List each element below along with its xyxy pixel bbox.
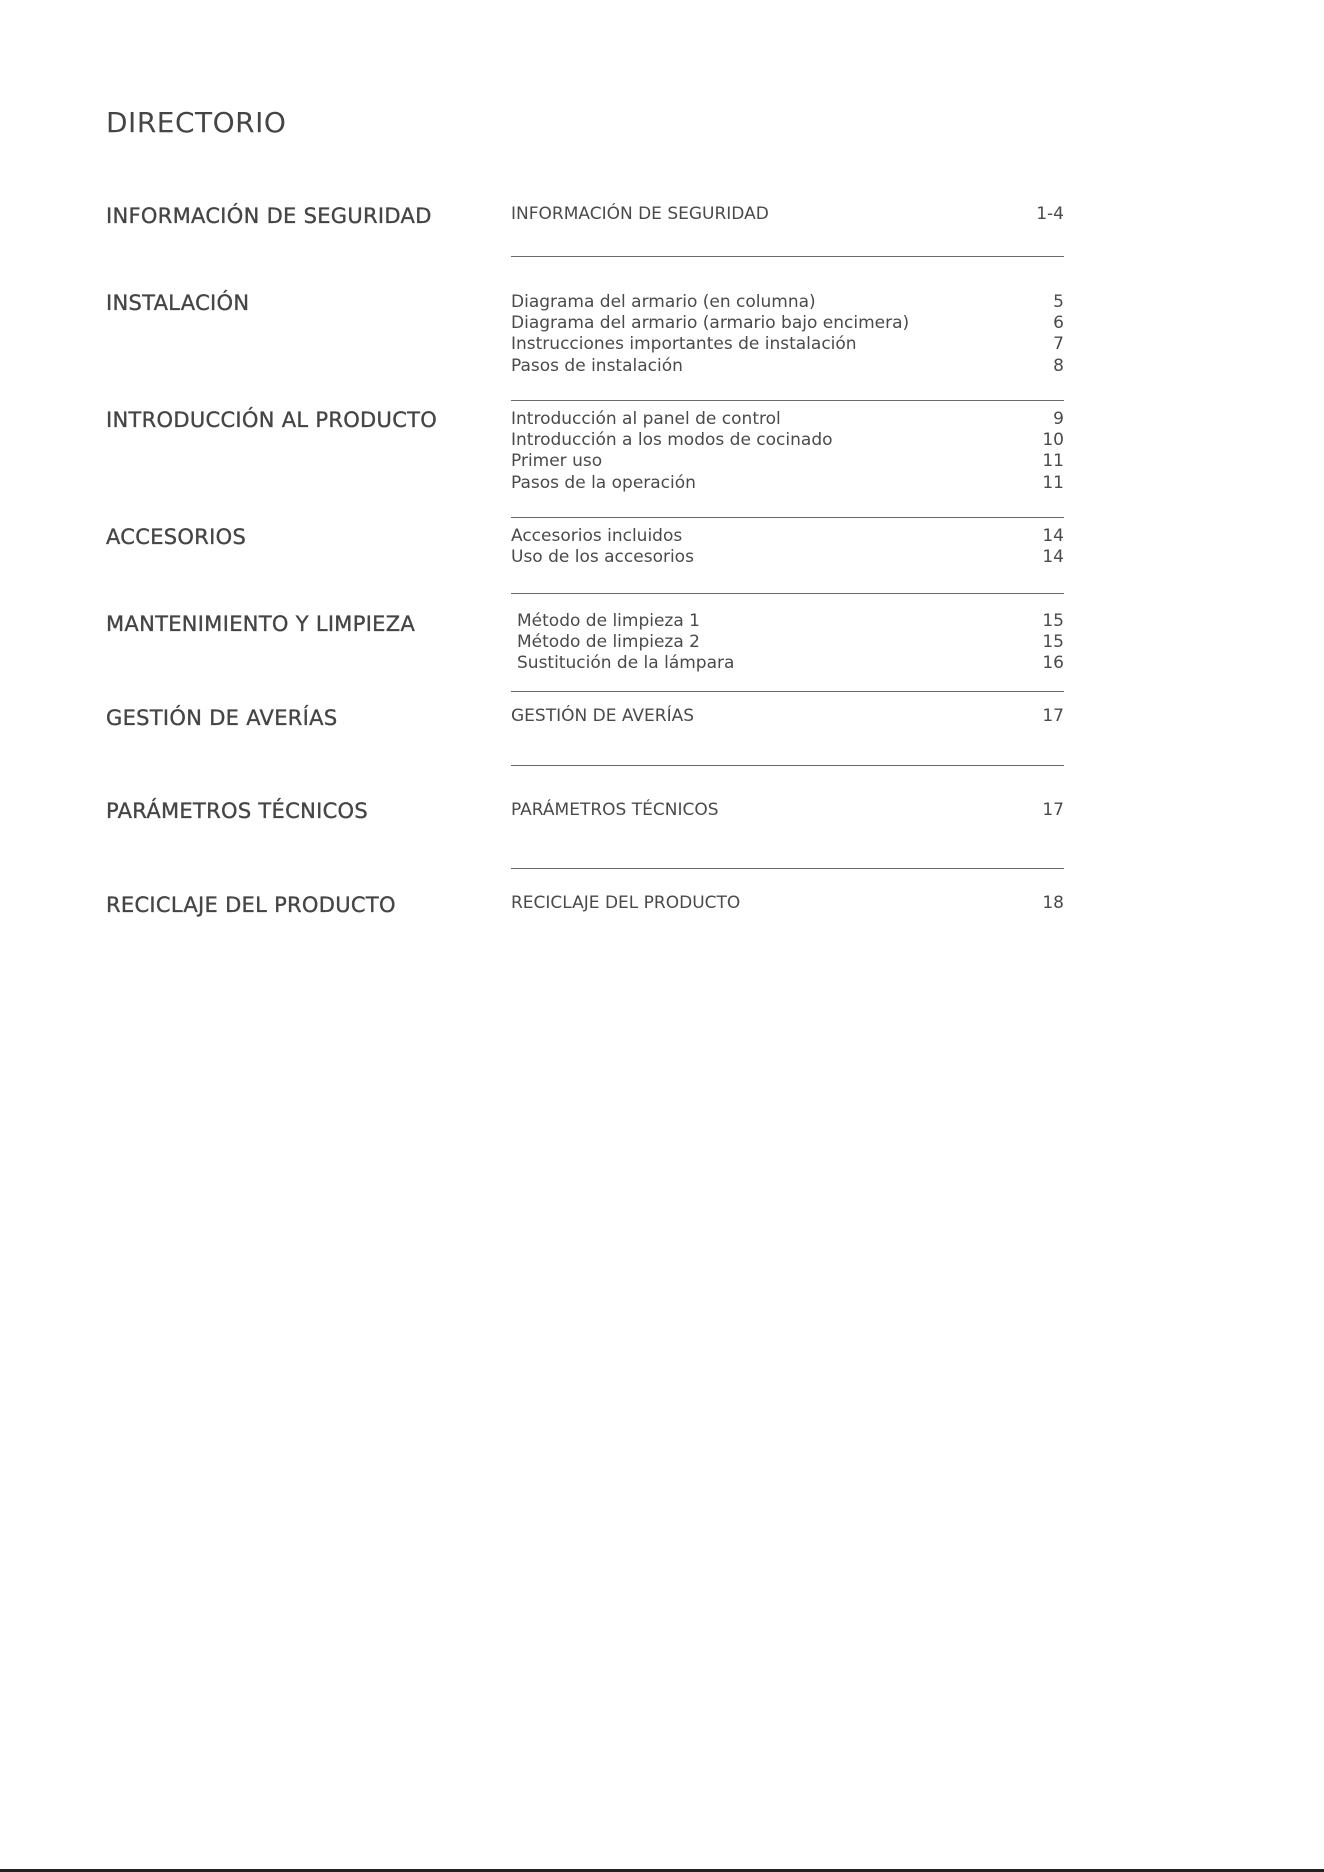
- toc-entry-label: Pasos de la operación: [511, 472, 696, 493]
- toc-entry[interactable]: [511, 203, 1064, 224]
- toc-list: [511, 408, 1064, 493]
- toc-entry[interactable]: [511, 429, 1064, 450]
- toc-entry-label: Instrucciones importantes de instalación: [511, 334, 857, 355]
- toc-entry-label: Diagrama del armario (en columna): [511, 291, 816, 312]
- toc-entry-label: Método de limpieza 2: [517, 631, 700, 652]
- toc-entry-label: RECICLAJE DEL PRODUCTO: [511, 892, 741, 913]
- section-divider: [511, 765, 1064, 766]
- toc-entry-page: 17: [1042, 799, 1064, 820]
- toc-entry-page: 14: [1042, 525, 1064, 546]
- section-title: RECICLAJE DEL PRODUCTO: [106, 893, 396, 917]
- toc-entry-label: Método de limpieza 1: [517, 610, 700, 631]
- toc-entry[interactable]: [511, 610, 1064, 631]
- toc-list: [511, 799, 1064, 820]
- section-title: INFORMACIÓN DE SEGURIDAD: [106, 204, 432, 228]
- section-divider: [511, 400, 1064, 401]
- toc-entry[interactable]: [511, 472, 1064, 493]
- toc-entry-label: Uso de los accesorios: [511, 546, 694, 567]
- section-title: PARÁMETROS TÉCNICOS: [106, 799, 369, 823]
- toc-entry-page: 15: [1042, 610, 1064, 631]
- toc-entry-page: 16: [1042, 653, 1064, 674]
- toc-entry[interactable]: [511, 653, 1064, 674]
- section-divider: [511, 517, 1064, 518]
- toc-entry[interactable]: [511, 525, 1064, 546]
- toc-entry[interactable]: [511, 312, 1064, 333]
- toc-entry-label: PARÁMETROS TÉCNICOS: [511, 799, 719, 820]
- section-title: ACCESORIOS: [106, 525, 247, 549]
- toc-entry-label: Introducción al panel de control: [511, 408, 781, 429]
- toc-list: [511, 203, 1064, 224]
- toc-entry-page: 18: [1042, 892, 1064, 913]
- toc-entry[interactable]: [511, 355, 1064, 376]
- toc-entry-label: Pasos de instalación: [511, 355, 683, 376]
- page-title: DIRECTORIO: [106, 106, 287, 139]
- section-divider: [511, 868, 1064, 869]
- toc-entry[interactable]: [511, 334, 1064, 355]
- toc-list: [511, 291, 1064, 376]
- section-title: MANTENIMIENTO Y LIMPIEZA: [106, 612, 416, 636]
- toc-entry-label: Accesorios incluidos: [511, 525, 683, 546]
- toc-entry-page: 8: [1053, 355, 1064, 376]
- toc-entry-label: INFORMACIÓN DE SEGURIDAD: [511, 203, 769, 224]
- toc-entry-label: GESTIÓN DE AVERÍAS: [511, 705, 694, 726]
- section-divider: [511, 691, 1064, 692]
- toc-entry-page: 17: [1042, 705, 1064, 726]
- toc-entry-label: Diagrama del armario (armario bajo encimera): [511, 312, 910, 333]
- toc-entry[interactable]: [511, 291, 1064, 312]
- toc-entry-page: 9: [1053, 408, 1064, 429]
- toc-entry-page: 10: [1042, 429, 1064, 450]
- toc-entry[interactable]: [511, 705, 1064, 726]
- toc-entry[interactable]: [511, 408, 1064, 429]
- toc-list: [511, 610, 1064, 674]
- toc-entry-page: 11: [1042, 472, 1064, 493]
- toc-entry-label: Sustitución de la lámpara: [517, 653, 735, 674]
- toc-entry-page: 7: [1053, 334, 1064, 355]
- toc-entry-page: 15: [1042, 631, 1064, 652]
- section-divider: [511, 256, 1064, 257]
- toc-entry[interactable]: [511, 892, 1064, 913]
- toc-entry-page: 6: [1053, 312, 1064, 333]
- toc-entry-label: Primer uso: [511, 451, 603, 472]
- toc-list: [511, 525, 1064, 568]
- toc-entry[interactable]: [511, 799, 1064, 820]
- section-divider: [511, 593, 1064, 594]
- section-title: GESTIÓN DE AVERÍAS: [106, 706, 338, 730]
- toc-entry-page: 5: [1053, 291, 1064, 312]
- section-title: INTRODUCCIÓN AL PRODUCTO: [106, 408, 438, 432]
- toc-entry-page: 11: [1042, 451, 1064, 472]
- toc-entry-label: Introducción a los modos de cocinado: [511, 429, 833, 450]
- toc-entry-page: 14: [1042, 546, 1064, 567]
- toc-entry-page: 1-4: [1036, 203, 1064, 224]
- toc-entry[interactable]: [511, 631, 1064, 652]
- toc-list: [511, 892, 1064, 913]
- toc-entry[interactable]: [511, 546, 1064, 567]
- section-title: INSTALACIÓN: [106, 291, 250, 315]
- toc-list: [511, 705, 1064, 726]
- toc-entry[interactable]: [511, 451, 1064, 472]
